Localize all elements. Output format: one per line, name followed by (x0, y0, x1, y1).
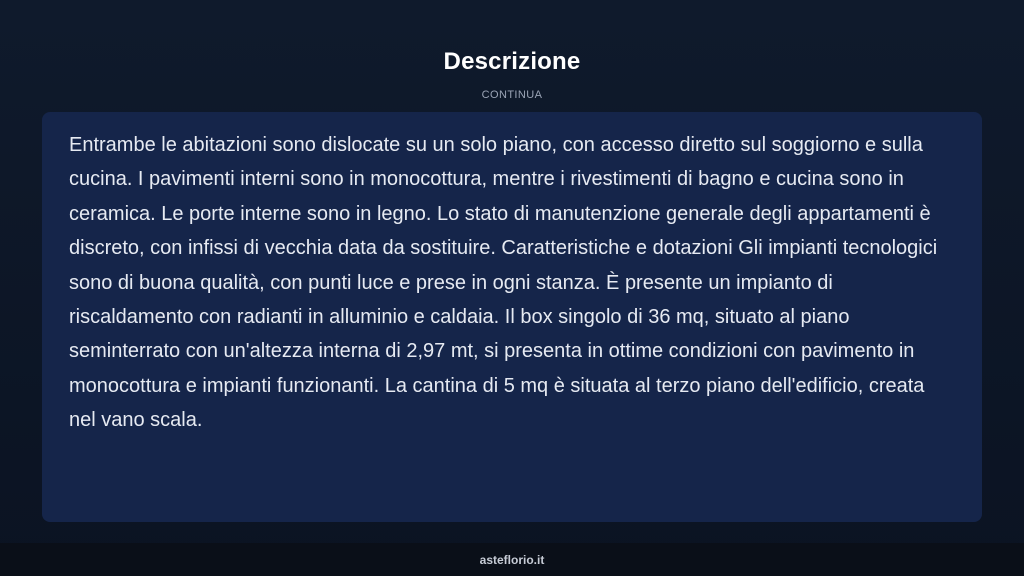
page-subtitle: CONTINUA (481, 89, 543, 101)
header (0, 48, 1024, 101)
description-card (42, 112, 982, 522)
footer-bar (0, 543, 1024, 576)
description-text: Entrambe le abitazioni sono dislocate su un solo piano, con accesso diretto sul soggiorno e sulla cucina. I pavimenti interni sono in monocottura, mentre i rivestimenti di bagno e cucina sono in ceramica. Le porte interne sono in legno. Lo stato di manutenzione generale degli appartamenti è discreto, con infissi di vecchia data da sostituire. Caratteristiche e dotazioni Gli impianti tecnologici sono di buona qualità, con punti luce e prese in ogni stanza. È presente un impianto di riscaldamento con radianti in alluminio e caldaia. Il box singolo di 36 mq, situato al piano seminterrato con un'altezza interna di 2,97 mt, si presenta in ottime condizioni con pavimento in monocottura e impianti funzionanti. La cantina di 5 mq è situata al terzo piano dell'edificio, creata nel vano scala. (69, 134, 938, 432)
page-title: Descrizione (443, 48, 581, 75)
footer-brand: asteflorio.it (479, 553, 545, 567)
